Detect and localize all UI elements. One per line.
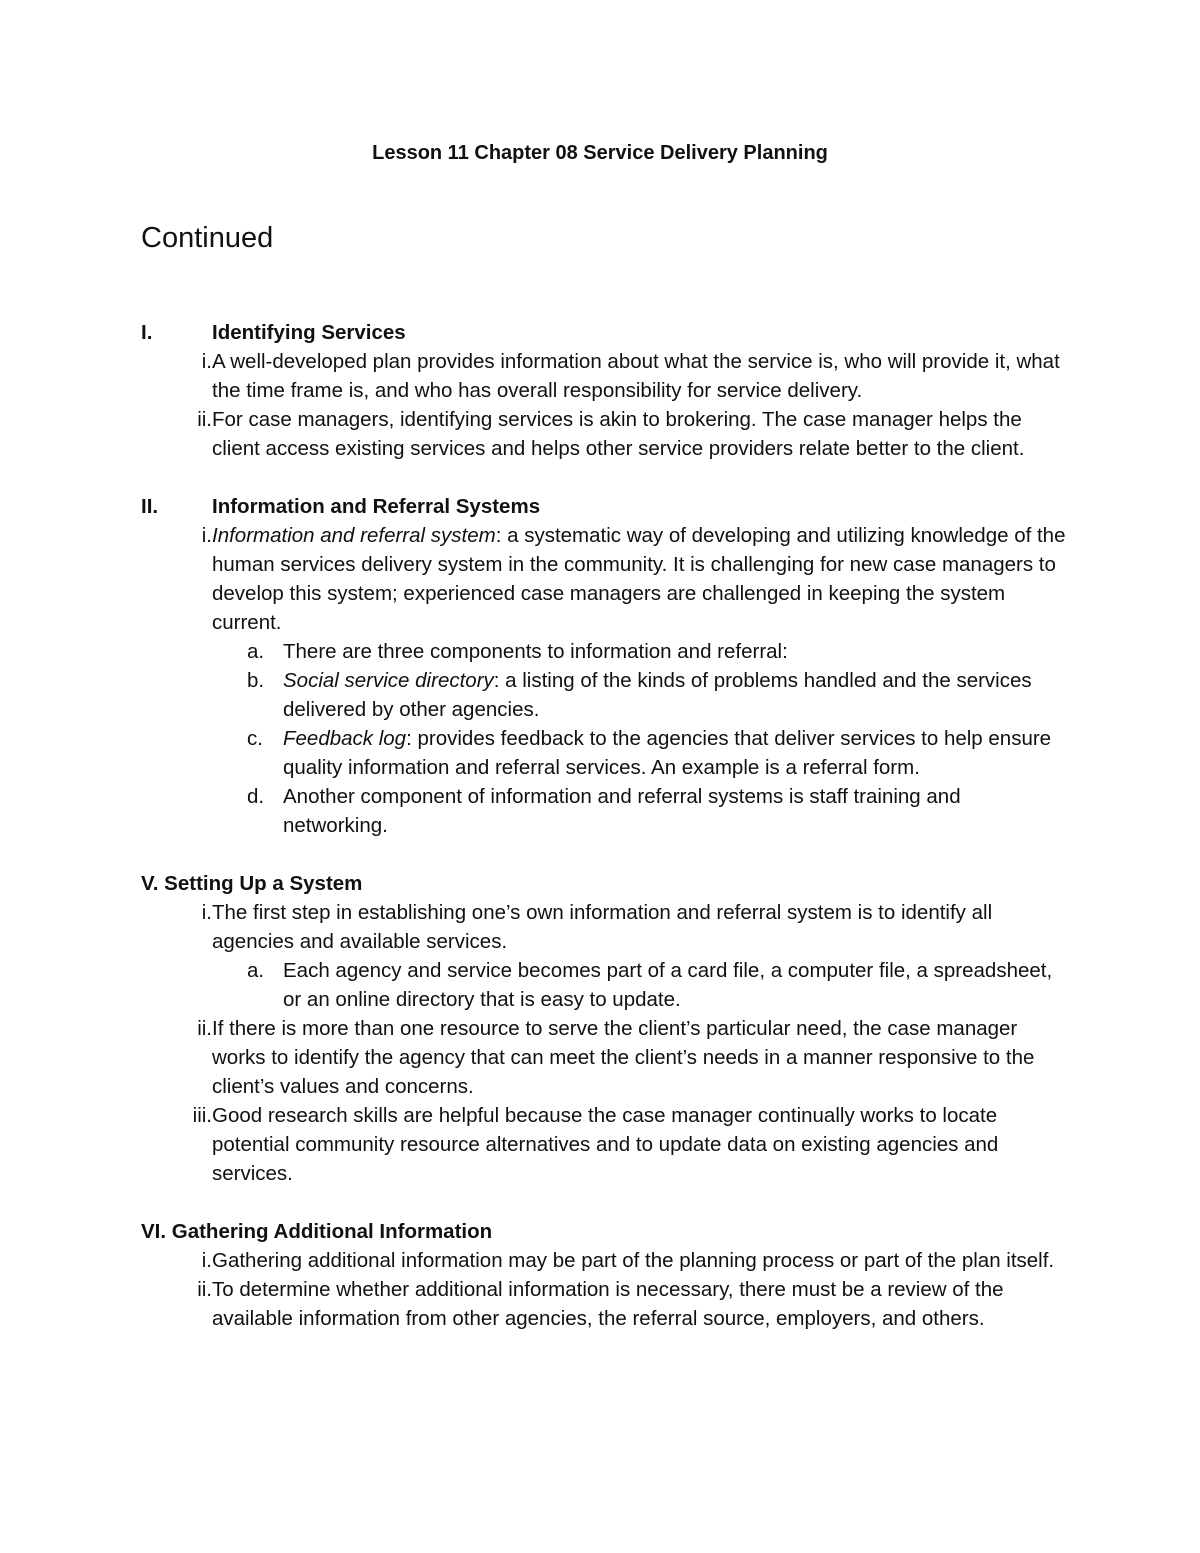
document-subtitle: Continued [141,222,274,254]
list-marker: ii. [197,1017,212,1040]
document-title: Lesson 11 Chapter 08 Service Delivery Planning [372,142,828,164]
list-item-text: If there is more than one resource to serve the client’s particular need, the case manager works to identify the agency that can meet the client’s needs in a manner responsive to the client’s values and concerns. [212,1017,1035,1098]
list-item [141,898,1071,956]
term-italic: Information and referral system [212,524,496,547]
list-item [141,405,1071,463]
list-item-text: For case managers, identifying services is akin to brokering. The case manager helps the client access existing services and helps other service providers relate better to the client. [212,408,1025,460]
sub-list-item [212,782,1071,840]
list-item-text: Good research skills are helpful because the case manager continually works to locate potential community resource alternatives and to update data on existing agencies and services. [212,1104,999,1185]
list-item-text: Gathering additional information may be part of the planning process or part of the plan itself. [212,1249,1055,1272]
list-item-text [212,521,1071,637]
section-marker: I. [141,321,153,344]
sub-list-marker: b. [247,669,265,692]
sub-list-marker: a. [247,959,265,982]
sub-list-item-text [283,724,1071,782]
sub-list-item [212,956,1071,1014]
section-heading-text: VI. Gathering Additional Information [141,1220,493,1243]
list-marker: ii. [197,408,212,431]
list-item-text: The first step in establishing one’s own information and referral system is to identify all agencies and available services. [212,901,993,953]
list-item [141,1014,1071,1101]
section-heading-identifying-services [141,318,1071,347]
term-italic: Social service directory [283,669,494,692]
section-heading-text: Information and Referral Systems [212,495,541,518]
definition-text: : provides feedback to the agencies that deliver services to help ensure quality information and referral services. An example is a referral form. [283,727,1052,779]
sub-list-marker: c. [247,727,263,750]
list-marker: i. [201,350,212,373]
sub-list-marker: a. [247,640,265,663]
section-heading-gathering-information [141,1217,1071,1246]
list-marker: i. [201,901,212,924]
list-item [141,1101,1071,1188]
section-marker: II. [141,495,159,518]
sub-list-item [212,637,1071,666]
section-heading-information-referral [141,492,1071,521]
sub-list-item-text: Each agency and service becomes part of a card file, a computer file, a spreadsheet, or an online directory that is easy to update. [283,959,1053,1011]
list-marker: iii. [192,1104,212,1127]
sub-list-item-text: There are three components to information and referral: [283,640,788,663]
sub-list-item [212,724,1071,782]
sub-list-marker: d. [247,785,265,808]
sub-list-item-text [283,666,1071,724]
section-heading-text: Identifying Services [212,321,406,344]
definition-text: : a systematic way of developing and utilizing knowledge of the human services delivery system in the community. It is challenging for new case managers to develop this system; experienced case managers are challenged in keeping the system current. [212,524,1066,634]
list-item [141,1275,1071,1333]
term-italic: Feedback log [283,727,407,750]
section-heading-setting-up-system [141,869,1071,898]
list-marker: ii. [197,1278,212,1301]
definition-text: : a listing of the kinds of problems handled and the services delivered by other agencies. [283,669,1032,721]
list-item-text: To determine whether additional information is necessary, there must be a review of the available information from other agencies, the referral source, employers, and others. [212,1278,1004,1330]
list-item [141,521,1071,637]
list-item [141,1246,1071,1275]
list-marker: i. [201,1249,212,1272]
list-item [141,347,1071,405]
document-body [141,318,1071,1333]
list-marker: i. [201,524,212,547]
list-item-text: A well-developed plan provides information about what the service is, who will provide it, what the time frame is, and who has overall responsibility for service delivery. [212,350,1060,402]
sub-list-item [212,666,1071,724]
section-heading-text: V. Setting Up a System [141,872,363,895]
sub-list-item-text: Another component of information and referral systems is staff training and networking. [283,785,961,837]
